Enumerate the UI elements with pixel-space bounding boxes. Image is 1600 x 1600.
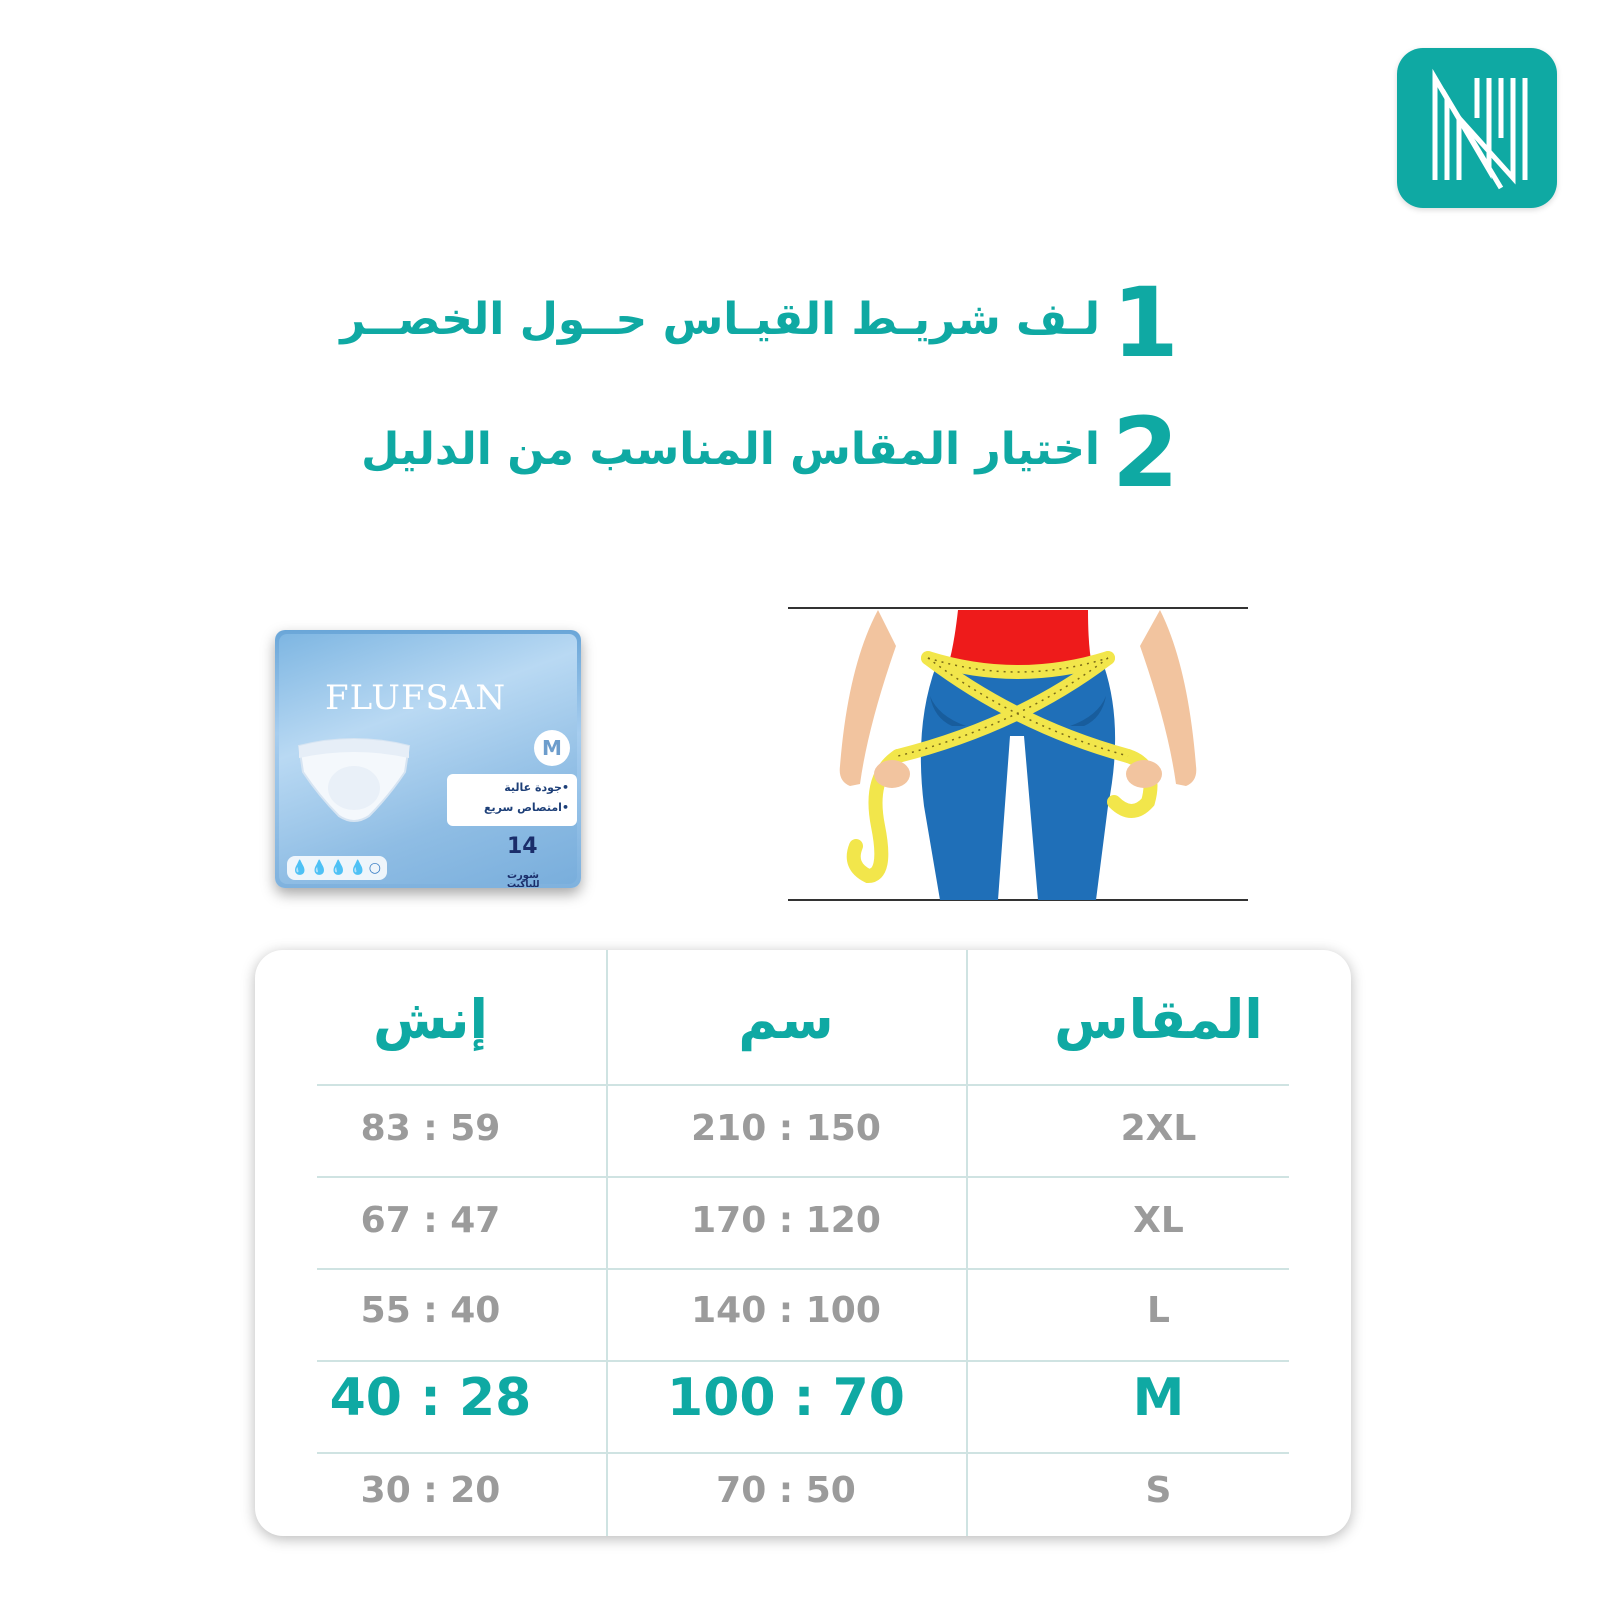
product-size-badge: M — [534, 730, 570, 766]
product-count-number: 14 — [507, 834, 538, 859]
cell-cm: 70 : 50 — [716, 1470, 856, 1511]
row-divider — [317, 1268, 1289, 1270]
cell-size: L — [1147, 1290, 1170, 1331]
step-2-number: 2 — [1112, 397, 1179, 509]
step-1-text: لـف شريـط القيـاس حــول الخصــر — [340, 294, 1100, 345]
cell-size: XL — [1133, 1200, 1184, 1241]
product-feature: •جودة عالية — [504, 781, 569, 794]
absorbency-drops-icon: 💧💧💧💧○ — [287, 856, 387, 880]
product-pack-face — [279, 634, 577, 888]
header-inch: إنش — [372, 988, 489, 1051]
waist-measuring-tape-icon — [788, 606, 1248, 902]
row-divider — [317, 1176, 1289, 1178]
cell-cm-highlight: 100 : 70 — [667, 1368, 905, 1428]
cell-inch-highlight: 40 : 28 — [329, 1368, 532, 1428]
cell-cm: 140 : 100 — [691, 1290, 881, 1331]
size-table — [255, 950, 1351, 1536]
product-pack — [275, 630, 581, 888]
product-features — [447, 774, 577, 826]
cell-cm: 210 : 150 — [691, 1108, 881, 1149]
cell-cm: 170 : 120 — [691, 1200, 881, 1241]
cell-size: S — [1145, 1470, 1172, 1511]
product-feature: •امتصاص سريع — [483, 801, 569, 814]
step-1 — [340, 267, 1180, 379]
cell-size: 2XL — [1120, 1108, 1197, 1149]
pants-icon — [289, 726, 419, 836]
product-count-note: للباكيت — [507, 880, 540, 888]
n-monogram-icon — [1397, 48, 1557, 208]
cell-size-highlight: M — [1132, 1368, 1185, 1428]
product-count-unit: شورت — [507, 870, 539, 881]
row-divider — [317, 1360, 1289, 1362]
row-divider — [317, 1084, 1289, 1086]
step-1-number: 1 — [1112, 267, 1179, 379]
step-2 — [361, 397, 1180, 509]
cell-inch: 30 : 20 — [360, 1470, 501, 1511]
product-brand: FLUFSAN — [325, 678, 507, 718]
step-2-text: اختيار المقاس المناسب من الدليل — [361, 424, 1100, 475]
cell-inch: 55 : 40 — [360, 1290, 501, 1331]
cell-inch: 83 : 59 — [360, 1108, 501, 1149]
product-count — [507, 834, 577, 888]
row-divider — [317, 1452, 1289, 1454]
header-size: المقاس — [1054, 988, 1263, 1051]
header-cm: سم — [738, 988, 834, 1051]
cell-inch: 67 : 47 — [360, 1200, 501, 1241]
brand-logo — [1397, 48, 1557, 208]
